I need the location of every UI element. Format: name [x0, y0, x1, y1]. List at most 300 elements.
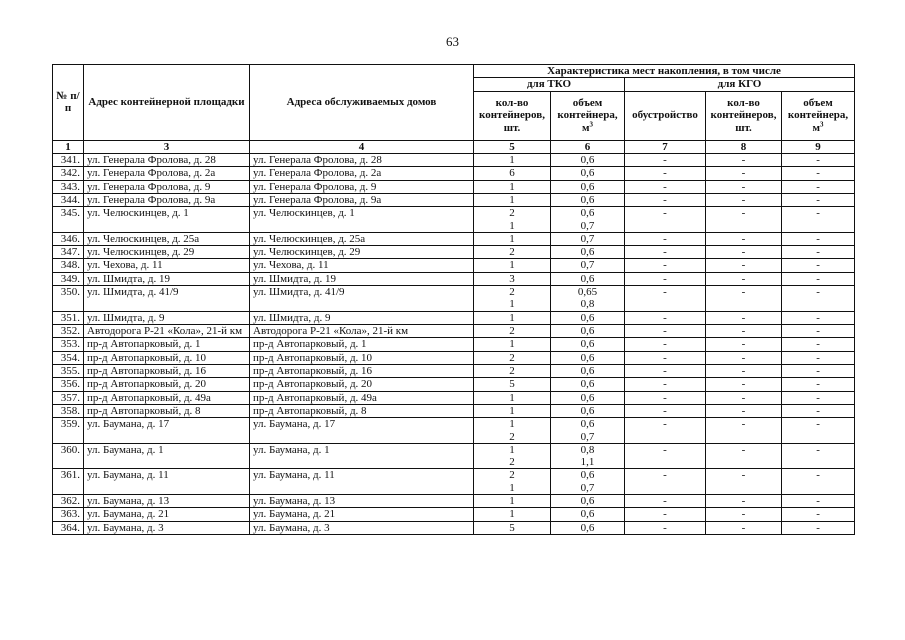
site-address: ул. Баумана, д. 11 — [84, 469, 250, 495]
kgo-arrangement: - — [625, 272, 706, 285]
tko-container-volume — [551, 167, 625, 180]
tko-container-count-value: 1 — [509, 180, 515, 193]
site-address: ул. Челюскинцев, д. 29 — [84, 246, 250, 259]
table-row — [53, 495, 855, 508]
tko-container-volume — [551, 508, 625, 521]
header-served-houses: Адреса обслуживаемых домов — [250, 65, 474, 141]
row-number: 352. — [53, 325, 84, 338]
column-number: 5 — [474, 140, 551, 153]
site-address: ул. Генерала Фролова, д. 28 — [84, 153, 250, 166]
kgo-arrangement: - — [625, 325, 706, 338]
tko-container-volume — [551, 180, 625, 193]
tko-container-volume-value: 0,6 — [580, 391, 595, 404]
tko-container-volume-value: 0,6 — [580, 246, 595, 259]
tko-container-count-value: 5 — [509, 521, 515, 534]
kgo-container-volume: - — [782, 338, 855, 351]
table-row — [53, 246, 855, 259]
kgo-arrangement: - — [625, 246, 706, 259]
tko-container-volume — [551, 246, 625, 259]
tko-container-volume-value: 0,6 — [580, 180, 595, 193]
row-number: 346. — [53, 232, 84, 245]
kgo-arrangement: - — [625, 391, 706, 404]
tko-container-volume-value: 0,6 — [580, 338, 595, 351]
tko-container-volume-value: 0,6 — [580, 311, 595, 324]
kgo-container-count: - — [706, 207, 782, 233]
kgo-arrangement: - — [625, 167, 706, 180]
tko-container-volume — [551, 521, 625, 534]
tko-container-volume-value: 0,6 — [580, 508, 595, 521]
site-address: Автодорога Р-21 «Кола», 21-й км — [84, 325, 250, 338]
row-number: 349. — [53, 272, 84, 285]
kgo-arrangement: - — [625, 338, 706, 351]
tko-container-count — [474, 311, 551, 324]
site-address: ул. Баумана, д. 13 — [84, 495, 250, 508]
tko-container-count-value: 1 — [509, 232, 515, 245]
kgo-arrangement: - — [625, 404, 706, 417]
tko-container-volume-value: 0,6 — [580, 364, 595, 377]
kgo-container-volume: - — [782, 364, 855, 377]
tko-container-volume-value: 1,1 — [580, 456, 595, 469]
column-number: 6 — [551, 140, 625, 153]
tko-container-count-value: 1 — [509, 219, 515, 232]
column-number: 7 — [625, 140, 706, 153]
tko-container-count — [474, 469, 551, 495]
container-sites-table — [52, 64, 855, 535]
kgo-container-count: - — [706, 391, 782, 404]
kgo-arrangement: - — [625, 180, 706, 193]
site-address: ул. Генерала Фролова, д. 9а — [84, 193, 250, 206]
tko-container-volume — [551, 232, 625, 245]
table-row — [53, 167, 855, 180]
kgo-arrangement: - — [625, 418, 706, 444]
table-row — [53, 153, 855, 166]
tko-container-volume — [551, 404, 625, 417]
tko-container-count — [474, 391, 551, 404]
tko-container-volume-value: 0,7 — [580, 259, 595, 272]
served-houses: пр-д Автопарковый, д. 20 — [250, 378, 474, 391]
served-houses: ул. Баумана, д. 13 — [250, 495, 474, 508]
tko-container-count-value: 2 — [509, 456, 515, 469]
tko-container-volume-value: 0,6 — [580, 521, 595, 534]
tko-container-volume — [551, 259, 625, 272]
kgo-container-count: - — [706, 232, 782, 245]
tko-container-count — [474, 404, 551, 417]
column-numbers-row — [53, 140, 855, 153]
page-number: 63 — [446, 34, 459, 49]
tko-container-count-value: 1 — [509, 153, 515, 166]
header-tko: для ТКО — [474, 78, 625, 91]
tko-container-volume — [551, 286, 625, 312]
row-number: 362. — [53, 495, 84, 508]
kgo-container-count: - — [706, 246, 782, 259]
kgo-arrangement: - — [625, 521, 706, 534]
tko-container-count-value: 1 — [509, 338, 515, 351]
header-row-number: № п/п — [53, 65, 84, 141]
site-address: пр-д Автопарковый, д. 10 — [84, 351, 250, 364]
kgo-container-count: - — [706, 443, 782, 469]
kgo-container-volume: - — [782, 232, 855, 245]
served-houses: ул. Баумана, д. 17 — [250, 418, 474, 444]
tko-container-count-value: 1 — [509, 418, 515, 431]
row-number: 345. — [53, 207, 84, 233]
row-number: 343. — [53, 180, 84, 193]
kgo-arrangement: - — [625, 232, 706, 245]
table-row — [53, 180, 855, 193]
kgo-container-volume: - — [782, 378, 855, 391]
tko-container-volume — [551, 272, 625, 285]
kgo-arrangement: - — [625, 311, 706, 324]
table-row — [53, 338, 855, 351]
tko-container-count-value: 5 — [509, 378, 515, 391]
tko-container-count-value: 1 — [509, 481, 515, 494]
tko-container-count-value: 2 — [509, 351, 515, 364]
table-row — [53, 193, 855, 206]
tko-container-volume — [551, 418, 625, 444]
served-houses: пр-д Автопарковый, д. 16 — [250, 364, 474, 377]
kgo-container-volume: - — [782, 495, 855, 508]
kgo-container-count: - — [706, 404, 782, 417]
site-address: ул. Баумана, д. 21 — [84, 508, 250, 521]
tko-container-count — [474, 232, 551, 245]
tko-container-count-value: 2 — [509, 286, 515, 299]
tko-container-volume — [551, 469, 625, 495]
header-tko-volume-sup: 3 — [589, 120, 593, 129]
kgo-container-volume: - — [782, 286, 855, 312]
tko-container-count-value: 1 — [509, 508, 515, 521]
kgo-container-volume: - — [782, 404, 855, 417]
tko-container-count-value: 1 — [509, 404, 515, 417]
kgo-arrangement: - — [625, 508, 706, 521]
header-kgo-arrangement: обустройство — [625, 91, 706, 140]
kgo-container-count: - — [706, 311, 782, 324]
kgo-container-count: - — [706, 495, 782, 508]
tko-container-volume-value: 0,8 — [580, 443, 595, 456]
tko-container-count-value: 1 — [509, 193, 515, 206]
site-address: ул. Шмидта, д. 41/9 — [84, 286, 250, 312]
header-tko-volume — [551, 91, 625, 140]
kgo-container-count: - — [706, 180, 782, 193]
kgo-container-volume: - — [782, 391, 855, 404]
kgo-container-volume: - — [782, 153, 855, 166]
tko-container-count-value: 6 — [509, 167, 515, 180]
kgo-arrangement: - — [625, 351, 706, 364]
header-tko-volume-text: объем контейнера, м — [557, 97, 618, 134]
kgo-container-volume: - — [782, 521, 855, 534]
table-row — [53, 311, 855, 324]
kgo-arrangement: - — [625, 378, 706, 391]
tko-container-count-value: 2 — [509, 430, 515, 443]
kgo-container-count: - — [706, 351, 782, 364]
row-number: 355. — [53, 364, 84, 377]
kgo-container-volume: - — [782, 246, 855, 259]
site-address: ул. Генерала Фролова, д. 2а — [84, 167, 250, 180]
table-row — [53, 232, 855, 245]
site-address: ул. Генерала Фролова, д. 9 — [84, 180, 250, 193]
served-houses: ул. Чехова, д. 11 — [250, 259, 474, 272]
tko-container-count — [474, 259, 551, 272]
row-number: 344. — [53, 193, 84, 206]
site-address: пр-д Автопарковый, д. 49а — [84, 391, 250, 404]
served-houses: пр-д Автопарковый, д. 1 — [250, 338, 474, 351]
tko-container-count — [474, 495, 551, 508]
header-kgo-volume-text: объем контейнера, м — [787, 97, 849, 134]
served-houses: ул. Генерала Фролова, д. 9а — [250, 193, 474, 206]
tko-container-count-value: 1 — [509, 298, 515, 311]
tko-container-count — [474, 351, 551, 364]
table-row — [53, 443, 855, 469]
tko-container-count-value: 1 — [509, 259, 515, 272]
tko-container-volume — [551, 193, 625, 206]
row-number: 358. — [53, 404, 84, 417]
column-number: 9 — [782, 140, 855, 153]
kgo-container-count: - — [706, 508, 782, 521]
kgo-container-volume: - — [782, 469, 855, 495]
served-houses: ул. Генерала Фролова, д. 2а — [250, 167, 474, 180]
served-houses: ул. Баумана, д. 3 — [250, 521, 474, 534]
tko-container-count — [474, 364, 551, 377]
tko-container-volume-value: 0,6 — [580, 153, 595, 166]
served-houses: ул. Баумана, д. 21 — [250, 508, 474, 521]
served-houses: ул. Челюскинцев, д. 1 — [250, 207, 474, 233]
kgo-container-count: - — [706, 167, 782, 180]
tko-container-volume-value: 0,6 — [580, 495, 595, 508]
column-number: 3 — [84, 140, 250, 153]
kgo-container-count: - — [706, 521, 782, 534]
kgo-container-count: - — [706, 378, 782, 391]
kgo-container-volume: - — [782, 272, 855, 285]
tko-container-volume-value: 0,7 — [580, 219, 595, 232]
tko-container-volume-value: 0,6 — [580, 469, 595, 482]
tko-container-count — [474, 193, 551, 206]
served-houses: ул. Челюскинцев, д. 29 — [250, 246, 474, 259]
site-address: ул. Шмидта, д. 9 — [84, 311, 250, 324]
kgo-arrangement: - — [625, 207, 706, 233]
tko-container-count — [474, 167, 551, 180]
tko-container-volume — [551, 364, 625, 377]
kgo-container-volume: - — [782, 508, 855, 521]
row-number: 353. — [53, 338, 84, 351]
site-address: ул. Челюскинцев, д. 25а — [84, 232, 250, 245]
served-houses: ул. Шмидта, д. 9 — [250, 311, 474, 324]
table-row — [53, 378, 855, 391]
kgo-arrangement: - — [625, 495, 706, 508]
served-houses: ул. Генерала Фролова, д. 9 — [250, 180, 474, 193]
tko-container-volume-value: 0,7 — [580, 232, 595, 245]
tko-container-count-value: 1 — [509, 443, 515, 456]
table-row — [53, 521, 855, 534]
row-number: 361. — [53, 469, 84, 495]
tko-container-volume-value: 0,65 — [577, 286, 598, 299]
tko-container-count — [474, 378, 551, 391]
served-houses: пр-д Автопарковый, д. 8 — [250, 404, 474, 417]
table-row — [53, 351, 855, 364]
row-number: 356. — [53, 378, 84, 391]
table-row — [53, 259, 855, 272]
row-number: 364. — [53, 521, 84, 534]
header-site-address: Адрес контейнерной площадки — [84, 65, 250, 141]
tko-container-count-value: 2 — [509, 246, 515, 259]
table-row — [53, 272, 855, 285]
tko-container-volume — [551, 378, 625, 391]
tko-container-volume-value: 0,6 — [580, 325, 595, 337]
tko-container-count-value: 3 — [509, 272, 515, 285]
table-header — [53, 65, 855, 154]
served-houses: пр-д Автопарковый, д. 10 — [250, 351, 474, 364]
tko-container-count — [474, 338, 551, 351]
tko-container-count-value: 1 — [509, 391, 515, 404]
served-houses: пр-д Автопарковый, д. 49а — [250, 391, 474, 404]
tko-container-volume-value: 0,6 — [580, 351, 595, 364]
tko-container-volume — [551, 391, 625, 404]
tko-container-count — [474, 521, 551, 534]
tko-container-count — [474, 180, 551, 193]
row-number: 360. — [53, 443, 84, 469]
site-address: ул. Баумана, д. 17 — [84, 418, 250, 444]
row-number: 359. — [53, 418, 84, 444]
tko-container-count-value: 2 — [509, 325, 515, 337]
tko-container-volume-value: 0,7 — [580, 430, 595, 443]
row-number: 351. — [53, 311, 84, 324]
tko-container-volume — [551, 351, 625, 364]
kgo-container-volume: - — [782, 207, 855, 233]
row-number: 341. — [53, 153, 84, 166]
tko-container-volume-value: 0,6 — [580, 272, 595, 285]
site-address: ул. Челюскинцев, д. 1 — [84, 207, 250, 233]
kgo-container-volume: - — [782, 180, 855, 193]
served-houses: ул. Челюскинцев, д. 25а — [250, 232, 474, 245]
table-row — [53, 404, 855, 417]
kgo-arrangement: - — [625, 259, 706, 272]
tko-container-volume — [551, 495, 625, 508]
kgo-container-count: - — [706, 286, 782, 312]
tko-container-volume — [551, 311, 625, 324]
served-houses: ул. Баумана, д. 1 — [250, 443, 474, 469]
header-kgo: для КГО — [625, 78, 855, 91]
kgo-arrangement: - — [625, 153, 706, 166]
site-address: ул. Баумана, д. 3 — [84, 521, 250, 534]
kgo-container-count: - — [706, 153, 782, 166]
kgo-container-volume: - — [782, 311, 855, 324]
table-row — [53, 325, 855, 338]
row-number: 342. — [53, 167, 84, 180]
tko-container-volume-value: 0,6 — [580, 378, 595, 391]
tko-container-volume — [551, 153, 625, 166]
tko-container-count-value: 1 — [509, 311, 515, 324]
table-row — [53, 364, 855, 377]
tko-container-count — [474, 508, 551, 521]
kgo-arrangement: - — [625, 443, 706, 469]
row-number: 363. — [53, 508, 84, 521]
row-number: 350. — [53, 286, 84, 312]
tko-container-count — [474, 443, 551, 469]
tko-container-count-value: 1 — [509, 495, 515, 508]
served-houses: Автодорога Р-21 «Кола», 21-й км — [250, 325, 474, 338]
site-address: пр-д Автопарковый, д. 20 — [84, 378, 250, 391]
tko-container-count — [474, 272, 551, 285]
column-number: 8 — [706, 140, 782, 153]
kgo-arrangement: - — [625, 286, 706, 312]
kgo-container-volume: - — [782, 167, 855, 180]
tko-container-volume-value: 0,6 — [580, 207, 595, 220]
kgo-container-volume: - — [782, 351, 855, 364]
site-address: ул. Чехова, д. 11 — [84, 259, 250, 272]
kgo-container-volume: - — [782, 443, 855, 469]
site-address: пр-д Автопарковый, д. 16 — [84, 364, 250, 377]
tko-container-count — [474, 207, 551, 233]
header-kgo-volume-sup: 3 — [820, 120, 824, 129]
kgo-container-count: - — [706, 325, 782, 338]
served-houses: ул. Баумана, д. 11 — [250, 469, 474, 495]
kgo-container-count: - — [706, 418, 782, 444]
tko-container-count-value: 2 — [509, 469, 515, 482]
kgo-arrangement: - — [625, 469, 706, 495]
site-address: ул. Шмидта, д. 19 — [84, 272, 250, 285]
tko-container-count-value: 2 — [509, 207, 515, 220]
header-tko-count: кол-во контейнеров, шт. — [474, 91, 551, 140]
kgo-container-count: - — [706, 364, 782, 377]
row-number: 357. — [53, 391, 84, 404]
table-row — [53, 207, 855, 233]
kgo-container-count: - — [706, 338, 782, 351]
site-address: пр-д Автопарковый, д. 1 — [84, 338, 250, 351]
tko-container-count-value: 2 — [509, 364, 515, 377]
tko-container-volume — [551, 207, 625, 233]
header-kgo-count: кол-во контейнеров, шт. — [706, 91, 782, 140]
served-houses: ул. Генерала Фролова, д. 28 — [250, 153, 474, 166]
tko-container-volume-value: 0,6 — [580, 418, 595, 431]
tko-container-volume-value: 0,7 — [580, 481, 595, 494]
tko-container-volume-value: 0,8 — [580, 298, 595, 311]
kgo-container-volume: - — [782, 418, 855, 444]
column-number: 1 — [53, 140, 84, 153]
kgo-container-count: - — [706, 469, 782, 495]
tko-container-count — [474, 286, 551, 312]
table-row — [53, 286, 855, 312]
tko-container-volume — [551, 338, 625, 351]
tko-container-volume-value: 0,6 — [580, 193, 595, 206]
kgo-container-volume: - — [782, 193, 855, 206]
served-houses: ул. Шмидта, д. 19 — [250, 272, 474, 285]
site-address: ул. Баумана, д. 1 — [84, 443, 250, 469]
tko-container-volume-value: 0,6 — [580, 167, 595, 180]
table-body — [53, 153, 855, 534]
row-number: 348. — [53, 259, 84, 272]
tko-container-count — [474, 325, 551, 338]
kgo-container-count: - — [706, 272, 782, 285]
served-houses: ул. Шмидта, д. 41/9 — [250, 286, 474, 312]
row-number: 347. — [53, 246, 84, 259]
tko-container-count — [474, 418, 551, 444]
tko-container-count — [474, 153, 551, 166]
row-number: 354. — [53, 351, 84, 364]
kgo-arrangement: - — [625, 193, 706, 206]
site-address: пр-д Автопарковый, д. 8 — [84, 404, 250, 417]
kgo-arrangement: - — [625, 364, 706, 377]
header-characteristics: Характеристика мест накопления, в том числе — [474, 65, 855, 78]
table-row — [53, 391, 855, 404]
kgo-container-volume: - — [782, 325, 855, 338]
tko-container-count — [474, 246, 551, 259]
header-kgo-volume — [782, 91, 855, 140]
tko-container-volume-value: 0,6 — [580, 404, 595, 417]
kgo-container-count: - — [706, 193, 782, 206]
table-row — [53, 418, 855, 444]
table-row — [53, 469, 855, 495]
tko-container-volume — [551, 443, 625, 469]
column-number: 4 — [250, 140, 474, 153]
kgo-container-volume: - — [782, 259, 855, 272]
table-row — [53, 508, 855, 521]
